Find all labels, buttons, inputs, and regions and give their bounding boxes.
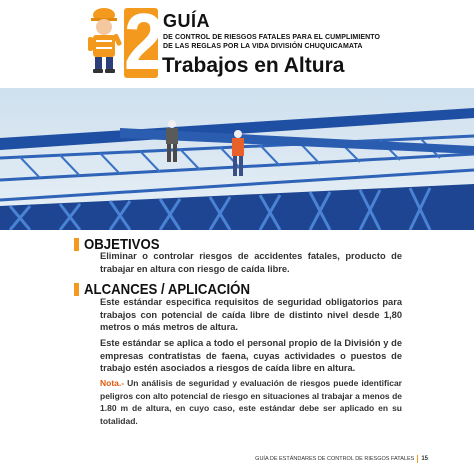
safety-worker-mascot-icon: [84, 6, 124, 74]
guide-label: GUÍA: [163, 11, 210, 31]
steel-structure-photo: [0, 88, 474, 230]
note-paragraph: [100, 377, 402, 427]
note-body: Un análisis de seguridad y evaluación de riesgos puede identificar peligros con alto potencial de riesgo en situaciones al trabajar a menos de 1.80 m de altura, en cuyo caso, este estándar debe ser aplicado en su totalidad.: [100, 378, 402, 426]
section-bullet-icon: [74, 238, 79, 251]
page-title: Trabajos en Altura: [162, 54, 345, 77]
page-footer: [255, 455, 428, 463]
guide-subtitle-line-2: DE LAS REGLAS POR LA VIDA DIVISIÓN CHUQUICAMATA: [163, 43, 363, 50]
footer-text: GUÍA DE ESTÁNDARES DE CONTROL DE RIESGOS FATALES: [255, 456, 415, 462]
chapter-number: 2: [124, 0, 165, 86]
section-title-alcances: ALCANCES / APLICACIÓN: [84, 281, 250, 298]
alcances-paragraph-1: Este estándar especifica requisitos de seguridad obligatorios para trabajos con potencial de caída libre de distinto nivel desde 1,80 metros o más metros de altura.: [100, 297, 402, 332]
page-number: 15: [421, 456, 428, 462]
section-title-objetivos: OBJETIVOS: [84, 236, 160, 253]
note-label: Nota.-: [100, 378, 125, 388]
section-bullet-icon: [74, 283, 79, 296]
objetivos-body: Eliminar o controlar riesgos de accidentes fatales, producto de trabajar en altura con riesgo de caída libre.: [100, 251, 402, 274]
footer-divider: [417, 455, 418, 463]
alcances-paragraph-2: Este estándar se aplica a todo el personal propio de la División y de empresas contratistas de faena, cuyas actividades o puestos de trabajo estén asociados a riesgos de caída libre en altura.: [100, 338, 402, 373]
guide-subtitle-line-1: DE CONTROL DE RIESGOS FATALES PARA EL CUMPLIMIENTO: [163, 34, 381, 41]
